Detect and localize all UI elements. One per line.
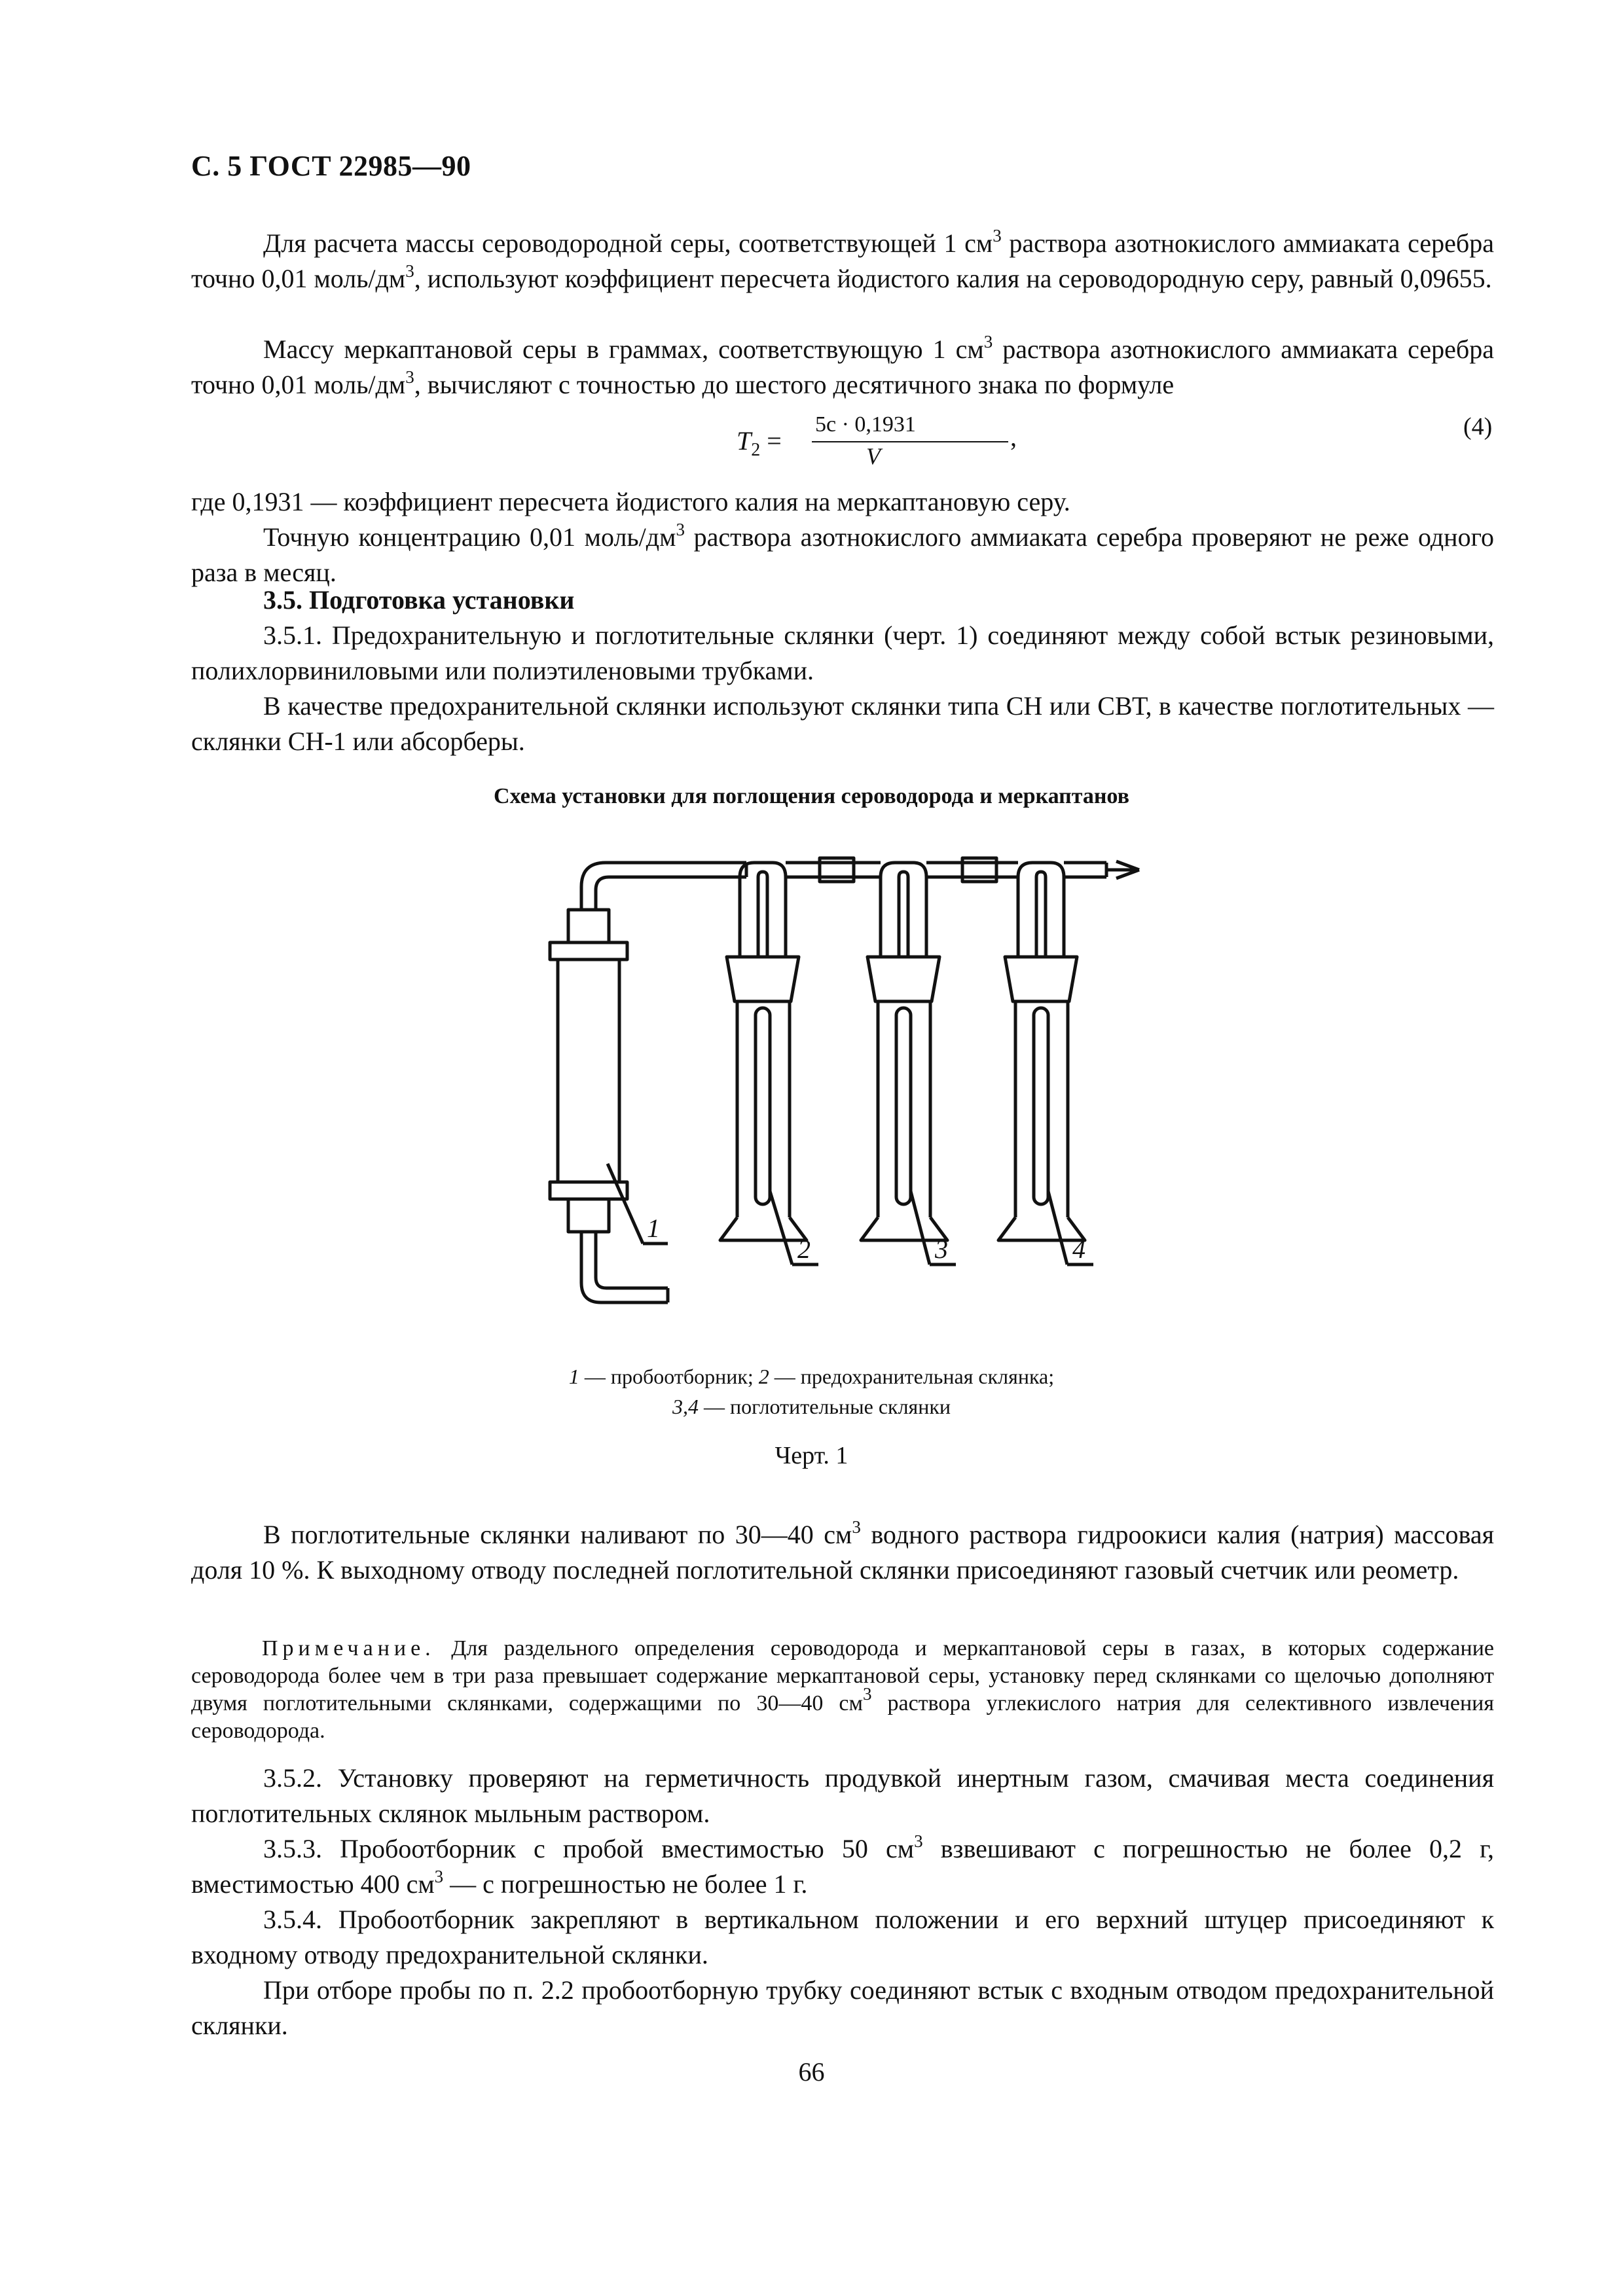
paragraph-3-5-2: 3.5.2. Установку проверяют на герметичность продувкой инертным газом, смачивая места соединения поглотительных склянок мыльным раствором. [191, 1763, 1494, 1828]
equation-number: (4) [1463, 413, 1493, 440]
label-2: 2 [797, 1234, 811, 1264]
document-header: С. 5 ГОСТ 22985—90 [191, 150, 471, 182]
bottle-2-drawing [720, 863, 807, 1265]
paragraph-koh-solution: В поглотительные склянки наливают по 30—40 $см^3$ водного раствора гидроокиси калия (натрия) массовая доля 10 %. К выходному отводу последней поглотительной склянки присоединяют газовый счетчик или реометр. [191, 1517, 1494, 1585]
outlet-pipe [1064, 863, 1106, 877]
paragraph-concentration-check: Точную концентрацию 0,01 моль/$дм^3$ раствора азотнокислого аммиаката серебра проверяют не реже одного раза в месяц. [191, 520, 1494, 587]
page-number: 66 [798, 2057, 825, 2087]
formula-lhs: $T_2$ = [737, 426, 782, 460]
paragraph-3-5-3: 3.5.3. Пробоотборник с пробой вместимостью 50 $см^3$ взвешивают с погрешностью не более 0,2 г, вместимостью 400 $см^3$ — с погрешностью не более 1 г. [191, 1831, 1494, 1899]
paragraph-3-5-1: 3.5.1. Предохранительную и поглотительные склянки (черт. 1) соединяют между собой встык резиновыми, полихлорвиниловыми или полиэтиленовыми трубками. [191, 620, 1494, 685]
formula-t2: $T_2$ = 5c · 0,1931 V , [737, 412, 1017, 469]
bottle-4-drawing [998, 863, 1085, 1265]
connector-pipe-3-4 [926, 863, 1018, 877]
bottle-3-drawing [861, 863, 947, 1265]
formula-numerator: 5c · 0,1931 [815, 412, 916, 437]
connector-pipe-2-3 [786, 863, 881, 877]
label-3: 3 [935, 1234, 948, 1264]
formula-denominator: V [866, 443, 881, 469]
figure-title: Схема установки для поглощения сероводорода и меркаптанов [494, 784, 1129, 808]
paragraph-sampling: При отборе пробы по п. 2.2 пробоотборную трубку соединяют встык с входным отводом предохранительной склянки. [191, 1975, 1494, 2040]
paragraph-bottle-types: В качестве предохранительной склянки используют склянки типа СН или СВТ, в качестве поглотительных — склянки СН-1 или абсорберы. [191, 691, 1494, 756]
figure-legend: 1 — пробоотборник; 2 — предохранительная склянка; 3,4 — поглотительные склянки [568, 1365, 1055, 1418]
label-1: 1 [647, 1213, 660, 1243]
paragraph-hydrogen-sulfide-sulfur: Для расчета массы сероводородной серы, соответствующей 1 $см^3$ раствора азотнокислого аммиаката серебра точно 0,01 моль/$дм^3$, используют коэффициент пересчета йодистого калия на сероводородную серу, равный 0,09655. [191, 226, 1494, 293]
figure-caption: Черт. 1 [775, 1442, 848, 1469]
label-4: 4 [1072, 1234, 1085, 1264]
note: Примечание. Для раздельного определения сероводорода и меркаптановой серы в газах, в которых содержание сероводорода более чем в три раза превышает содержание меркаптановой серы, установку перед склянками со щелочью дополняют двумя поглотительными склянками, содержащими по 30—40 $см^3$ раствора углекислого натрия для селективного извлечения сероводорода. [191, 1636, 1494, 1743]
paragraph-3-5-4: 3.5.4. Пробоотборник закрепляют в вертикальном положении и его верхний штуцер присоединяют к входному отводу предохранительной склянки. [191, 1905, 1494, 1969]
section-heading: 3.5. Подготовка установки [263, 585, 575, 615]
paragraph-coefficient: где 0,1931 — коэффициент пересчета йодистого калия на меркаптановую серу. [191, 487, 1070, 516]
paragraph-mercaptan-sulfur: Массу меркаптановой серы в граммах, соответствующую 1 $см^3$ раствора азотнокислого аммиаката серебра точно 0,01 моль/$дм^3$, вычисляют с точностью до шестого десятичного знака по формуле [191, 332, 1494, 399]
